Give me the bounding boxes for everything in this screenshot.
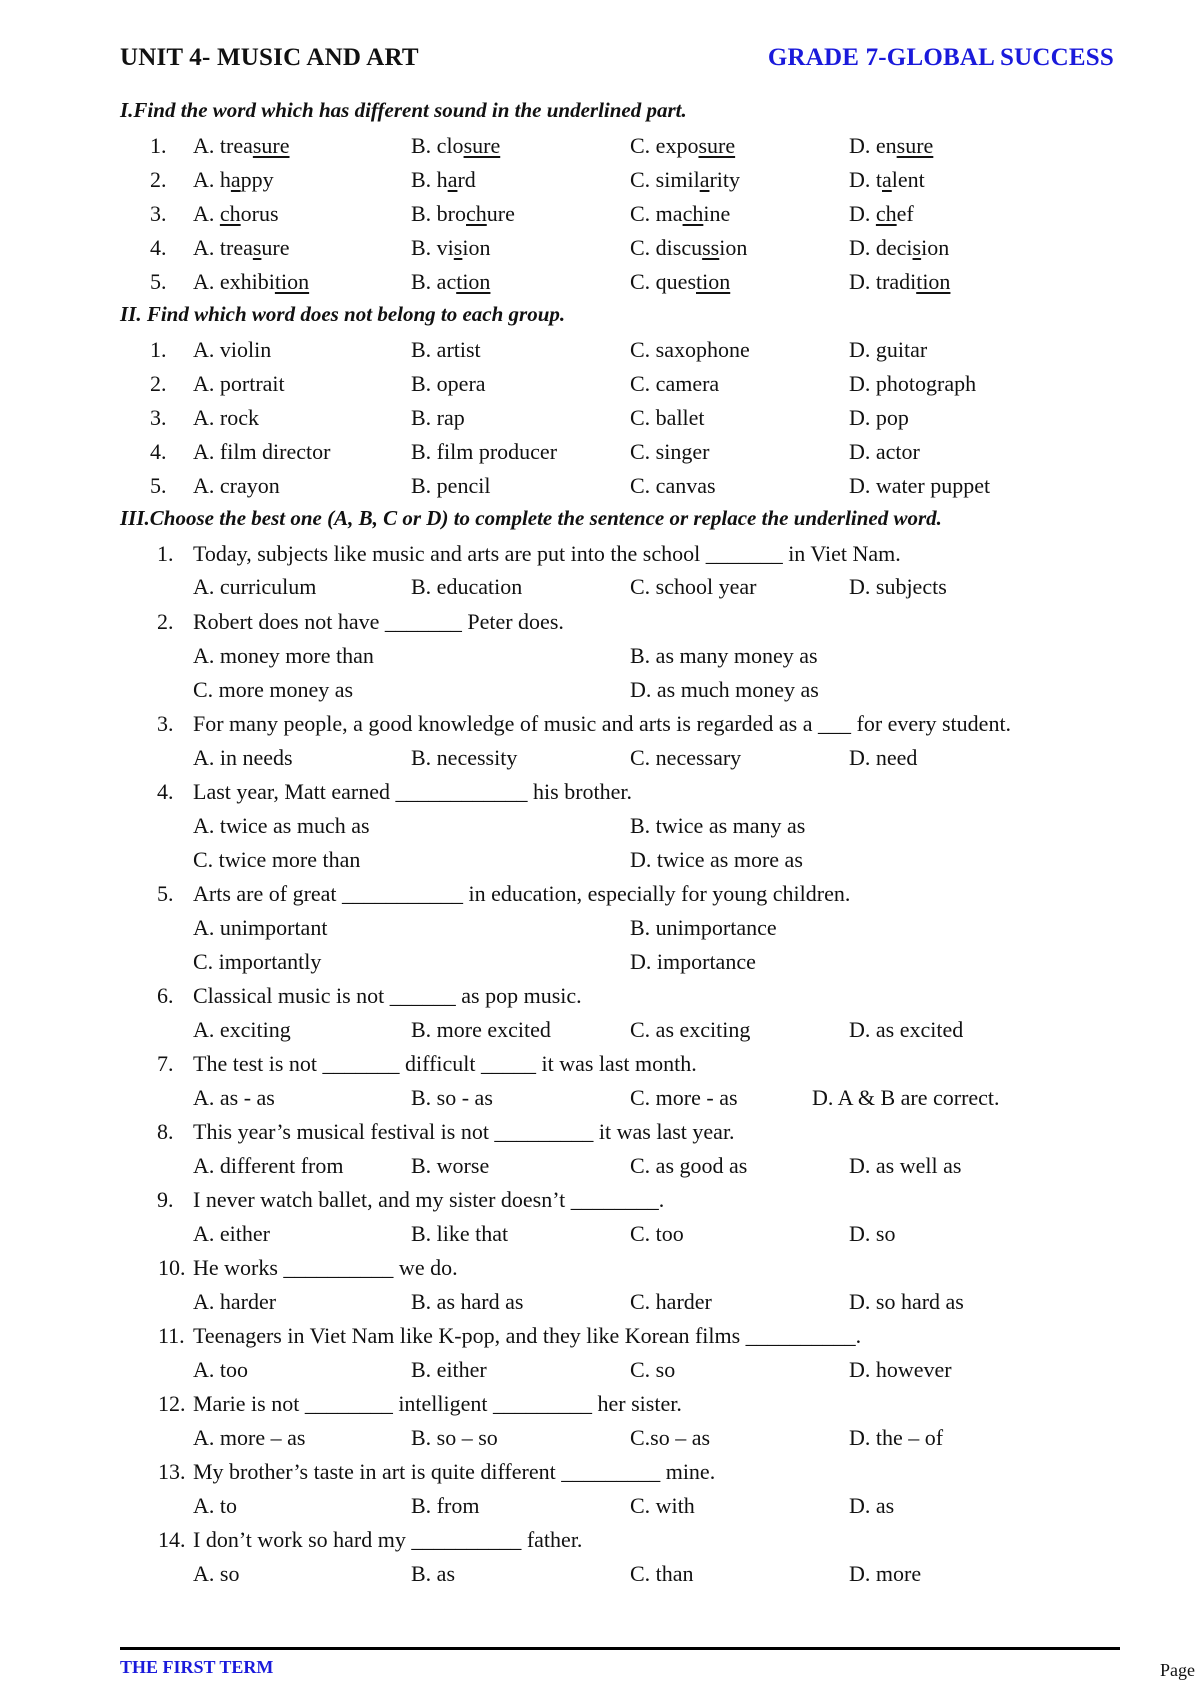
word-rest: ine	[703, 201, 731, 226]
question-text: He works __________ we do.	[193, 1255, 458, 1280]
question-row	[0, 607, 1200, 637]
answer-option: C. with	[630, 1493, 695, 1518]
answer-option: A. violin	[193, 337, 272, 362]
question-text: Robert does not have _______ Peter does.	[193, 609, 564, 634]
question-number: 3.	[150, 201, 167, 226]
answer-option: A. twice as much as	[193, 813, 370, 838]
section-3-heading: III.Choose the best one (A, B, C or D) to complete the sentence or replace the underlined word.	[120, 506, 942, 530]
answer-option: A. too	[193, 1357, 248, 1382]
answer-option: A. film director	[193, 439, 331, 464]
word-rest: ppy	[240, 167, 274, 192]
answer-option: B. as hard as	[411, 1289, 524, 1314]
question-row	[0, 879, 1200, 909]
answer-option: D. as much money as	[630, 677, 819, 702]
answer-option: C. ballet	[630, 405, 705, 430]
underlined-part: a	[699, 167, 710, 192]
question-text: Teenagers in Viet Nam like K-pop, and they like Korean films __________.	[193, 1323, 862, 1348]
answer-option: B. so - as	[411, 1085, 493, 1110]
answer-option: A. portrait	[193, 371, 285, 396]
options-row	[0, 675, 1200, 705]
underlined-part: ch	[466, 201, 487, 226]
answer-option: A. more – as	[193, 1425, 306, 1450]
answer-option: A. crayon	[193, 473, 280, 498]
answer-option	[849, 165, 925, 195]
question-row	[0, 1049, 1200, 1079]
question-number: 2.	[157, 609, 174, 634]
answer-option: B. necessity	[411, 745, 518, 770]
answer-option	[193, 199, 279, 229]
question-number: 5.	[150, 269, 167, 294]
answer-option	[193, 267, 309, 297]
answer-option: C. necessary	[630, 745, 742, 770]
word-rest: rd	[457, 167, 476, 192]
question-number: 12.	[158, 1391, 186, 1416]
question-row	[0, 335, 1200, 365]
answer-option: D. guitar	[849, 337, 928, 362]
answer-option: C. twice more than	[193, 847, 361, 872]
underlined-part: sure	[896, 133, 934, 158]
answer-option: D. importance	[630, 949, 756, 974]
answer-option: A. different from	[193, 1153, 344, 1178]
underlined-part: ch	[219, 201, 241, 226]
answer-option: A. rock	[193, 405, 259, 430]
underlined-part: s	[453, 235, 463, 260]
answer-option: B. worse	[411, 1153, 490, 1178]
answer-option: A. to	[193, 1493, 237, 1518]
footer-page: Page	[1160, 1660, 1195, 1680]
answer-option: B. unimportance	[630, 915, 777, 940]
answer-option: D. A & B are correct.	[812, 1085, 1000, 1110]
underlined-part: a	[230, 167, 241, 192]
options-row	[0, 1559, 1200, 1589]
options-row	[0, 1423, 1200, 1453]
question-number: 14.	[158, 1527, 186, 1552]
word-rest: rity	[709, 167, 741, 192]
options-row	[0, 1083, 1200, 1113]
underlined-part: s	[252, 235, 262, 260]
underlined-part: sure	[463, 133, 501, 158]
answer-option: B. like that	[411, 1221, 509, 1246]
answer-option: C.so – as	[630, 1425, 711, 1450]
header-grade: GRADE 7-GLOBAL SUCCESS	[767, 44, 1114, 71]
question-row	[0, 1321, 1200, 1351]
word-prefix: C. discu	[630, 235, 703, 260]
question-text: The test is not _______ difficult _____ it was last month.	[193, 1051, 697, 1076]
question-row	[0, 199, 1200, 229]
question-row	[0, 1389, 1200, 1419]
answer-option: D. twice as more as	[630, 847, 803, 872]
word-prefix: A. trea	[193, 133, 253, 158]
answer-option	[849, 267, 950, 297]
options-row	[0, 743, 1200, 773]
answer-option	[630, 267, 730, 297]
word-prefix: B. clo	[411, 133, 464, 158]
word-prefix: B. ac	[411, 269, 457, 294]
answer-option: A. so	[193, 1561, 240, 1586]
answer-option	[193, 165, 274, 195]
answer-option: C. camera	[630, 371, 720, 396]
word-rest: ion	[719, 235, 748, 260]
answer-option	[193, 233, 290, 263]
question-number: 3.	[157, 711, 174, 736]
word-rest: ef	[896, 201, 914, 226]
word-prefix: D. deci	[849, 235, 913, 260]
options-row	[0, 1219, 1200, 1249]
answer-option: C. as good as	[630, 1153, 748, 1178]
word-prefix: D. en	[849, 133, 897, 158]
word-prefix: C. simil	[630, 167, 700, 192]
answer-option: D. subjects	[849, 574, 947, 599]
question-row	[0, 233, 1200, 263]
underlined-part: tion	[916, 269, 951, 294]
answer-option: A. curriculum	[193, 574, 317, 599]
question-text: I don’t work so hard my __________ father.	[193, 1527, 583, 1552]
word-prefix: D. t	[849, 167, 882, 192]
underlined-part: ss	[702, 235, 720, 260]
answer-option: B. so – so	[411, 1425, 498, 1450]
question-row	[0, 709, 1200, 739]
question-row	[0, 437, 1200, 467]
word-prefix: A. exhibi	[193, 269, 275, 294]
question-number: 9.	[157, 1187, 174, 1212]
question-row	[0, 165, 1200, 195]
question-number: 11.	[158, 1323, 185, 1348]
word-rest: lent	[891, 167, 925, 192]
word-prefix: A. trea	[193, 235, 253, 260]
answer-option: A. unimportant	[193, 915, 328, 940]
options-row	[0, 1151, 1200, 1181]
question-number: 10.	[158, 1255, 186, 1280]
answer-option: D. as excited	[849, 1017, 964, 1042]
options-row	[0, 811, 1200, 841]
word-prefix: C. ma	[630, 201, 683, 226]
question-number: 13.	[158, 1459, 186, 1484]
question-row	[0, 539, 1200, 569]
question-row	[0, 1457, 1200, 1487]
answer-option: C. too	[630, 1221, 684, 1246]
answer-option	[193, 131, 290, 161]
answer-option: D. need	[849, 745, 918, 770]
question-row	[0, 981, 1200, 1011]
underlined-part: s	[912, 235, 922, 260]
word-rest: ion	[921, 235, 950, 260]
answer-option: D. more	[849, 1561, 922, 1586]
answer-option: B. twice as many as	[630, 813, 806, 838]
answer-option: B. as many money as	[630, 643, 818, 668]
options-row	[0, 1015, 1200, 1045]
question-text: My brother’s taste in art is quite different _________ mine.	[193, 1459, 716, 1484]
header-title: UNIT 4- MUSIC AND ART	[120, 44, 419, 71]
answer-option: C. canvas	[630, 473, 716, 498]
section-1-heading: I.Find the word which has different sound in the underlined part.	[120, 98, 687, 122]
question-row	[0, 267, 1200, 297]
question-text: Marie is not ________ intelligent _________ her sister.	[193, 1391, 682, 1416]
answer-option: D. however	[849, 1357, 952, 1382]
answer-option	[630, 233, 747, 263]
answer-option: C. importantly	[193, 949, 322, 974]
underlined-part: ch	[875, 201, 897, 226]
question-number: 5.	[157, 881, 174, 906]
answer-option: A. harder	[193, 1289, 277, 1314]
answer-option: B. opera	[411, 371, 486, 396]
word-prefix: C. ques	[630, 269, 696, 294]
word-prefix: D. tradi	[849, 269, 917, 294]
answer-option: C. saxophone	[630, 337, 750, 362]
answer-option: D. so	[849, 1221, 896, 1246]
answer-option: B. artist	[411, 337, 481, 362]
word-prefix: A. h	[193, 167, 231, 192]
question-text: Today, subjects like music and arts are put into the school _______ in Viet Nam.	[193, 541, 901, 566]
options-row	[0, 1355, 1200, 1385]
question-number: 2.	[150, 371, 167, 396]
answer-option: B. more excited	[411, 1017, 551, 1042]
answer-option	[849, 131, 933, 161]
question-text: Classical music is not ______ as pop music.	[193, 983, 582, 1008]
options-row	[0, 947, 1200, 977]
question-number: 3.	[150, 405, 167, 430]
question-row	[0, 131, 1200, 161]
word-prefix: D.	[849, 201, 876, 226]
question-row	[0, 471, 1200, 501]
word-prefix: B. h	[411, 167, 448, 192]
answer-option: D. photograph	[849, 371, 977, 396]
answer-option: C. than	[630, 1561, 694, 1586]
underlined-part: a	[882, 167, 892, 192]
question-number: 1.	[157, 541, 174, 566]
answer-option: B. from	[411, 1493, 480, 1518]
footer-rule	[120, 1647, 1120, 1650]
word-prefix: B. bro	[411, 201, 466, 226]
answer-option: A. as - as	[193, 1085, 275, 1110]
answer-option: D. water puppet	[849, 473, 991, 498]
word-rest: ion	[462, 235, 491, 260]
question-row	[0, 777, 1200, 807]
answer-option: C. as exciting	[630, 1017, 751, 1042]
answer-option: C. harder	[630, 1289, 712, 1314]
word-prefix: C. expo	[630, 133, 699, 158]
answer-option: D. as	[849, 1493, 895, 1518]
answer-option	[411, 233, 490, 263]
question-text: For many people, a good knowledge of music and arts is regarded as a ___ for every student.	[193, 711, 1012, 736]
word-rest: orus	[240, 201, 279, 226]
question-text: Last year, Matt earned ____________ his brother.	[193, 779, 633, 804]
question-number: 4.	[150, 235, 167, 260]
answer-option: A. in needs	[193, 745, 293, 770]
options-row	[0, 641, 1200, 671]
answer-option: A. exciting	[193, 1017, 291, 1042]
answer-option: B. education	[411, 574, 523, 599]
answer-option	[411, 131, 500, 161]
answer-option: C. more money as	[193, 677, 354, 702]
question-number: 4.	[157, 779, 174, 804]
answer-option: A. either	[193, 1221, 270, 1246]
underlined-part: a	[447, 167, 458, 192]
answer-option: A. money more than	[193, 643, 374, 668]
question-number: 6.	[157, 983, 174, 1008]
answer-option	[630, 165, 740, 195]
question-row	[0, 1253, 1200, 1283]
options-row	[0, 572, 1200, 602]
section-2-heading: II. Find which word does not belong to each group.	[120, 302, 566, 326]
options-row	[0, 1287, 1200, 1317]
answer-option: B. pencil	[411, 473, 491, 498]
question-number: 7.	[157, 1051, 174, 1076]
answer-option	[849, 233, 949, 263]
question-row	[0, 1185, 1200, 1215]
question-number: 1.	[150, 133, 167, 158]
question-number: 5.	[150, 473, 167, 498]
answer-option: B. as	[411, 1561, 455, 1586]
underlined-part: sure	[252, 133, 290, 158]
question-text: Arts are of great ___________ in education, especially for young children.	[193, 881, 851, 906]
answer-option	[411, 267, 490, 297]
answer-option: D. as well as	[849, 1153, 962, 1178]
answer-option	[630, 199, 730, 229]
answer-option: B. film producer	[411, 439, 558, 464]
options-row	[0, 845, 1200, 875]
word-prefix: A.	[193, 201, 220, 226]
answer-option	[411, 199, 515, 229]
question-row	[0, 369, 1200, 399]
options-row	[0, 913, 1200, 943]
answer-option: D. actor	[849, 439, 920, 464]
answer-option: D. the – of	[849, 1425, 944, 1450]
answer-option: B. either	[411, 1357, 487, 1382]
answer-option: D. pop	[849, 405, 909, 430]
footer-term: THE FIRST TERM	[120, 1657, 274, 1677]
underlined-part: sure	[698, 133, 736, 158]
question-number: 4.	[150, 439, 167, 464]
underlined-part: ch	[682, 201, 704, 226]
question-row	[0, 1117, 1200, 1147]
underlined-part: tion	[456, 269, 491, 294]
question-number: 1.	[150, 337, 167, 362]
answer-option: C. more - as	[630, 1085, 738, 1110]
answer-option: C. singer	[630, 439, 710, 464]
answer-option	[630, 131, 735, 161]
question-number: 8.	[157, 1119, 174, 1144]
word-rest: ure	[261, 235, 290, 260]
answer-option: D. so hard as	[849, 1289, 964, 1314]
answer-option: C. so	[630, 1357, 676, 1382]
question-row	[0, 403, 1200, 433]
underlined-part: tion	[274, 269, 310, 294]
question-text: This year’s musical festival is not _________ it was last year.	[193, 1119, 735, 1144]
question-number: 2.	[150, 167, 167, 192]
word-rest: ure	[486, 201, 515, 226]
answer-option	[411, 165, 476, 195]
question-text: I never watch ballet, and my sister doesn’t ________.	[193, 1187, 665, 1212]
underlined-part: tion	[696, 269, 731, 294]
answer-option	[849, 199, 914, 229]
answer-option: C. school year	[630, 574, 757, 599]
word-prefix: B. vi	[411, 235, 454, 260]
options-row	[0, 1491, 1200, 1521]
question-row	[0, 1525, 1200, 1555]
answer-option: B. rap	[411, 405, 465, 430]
